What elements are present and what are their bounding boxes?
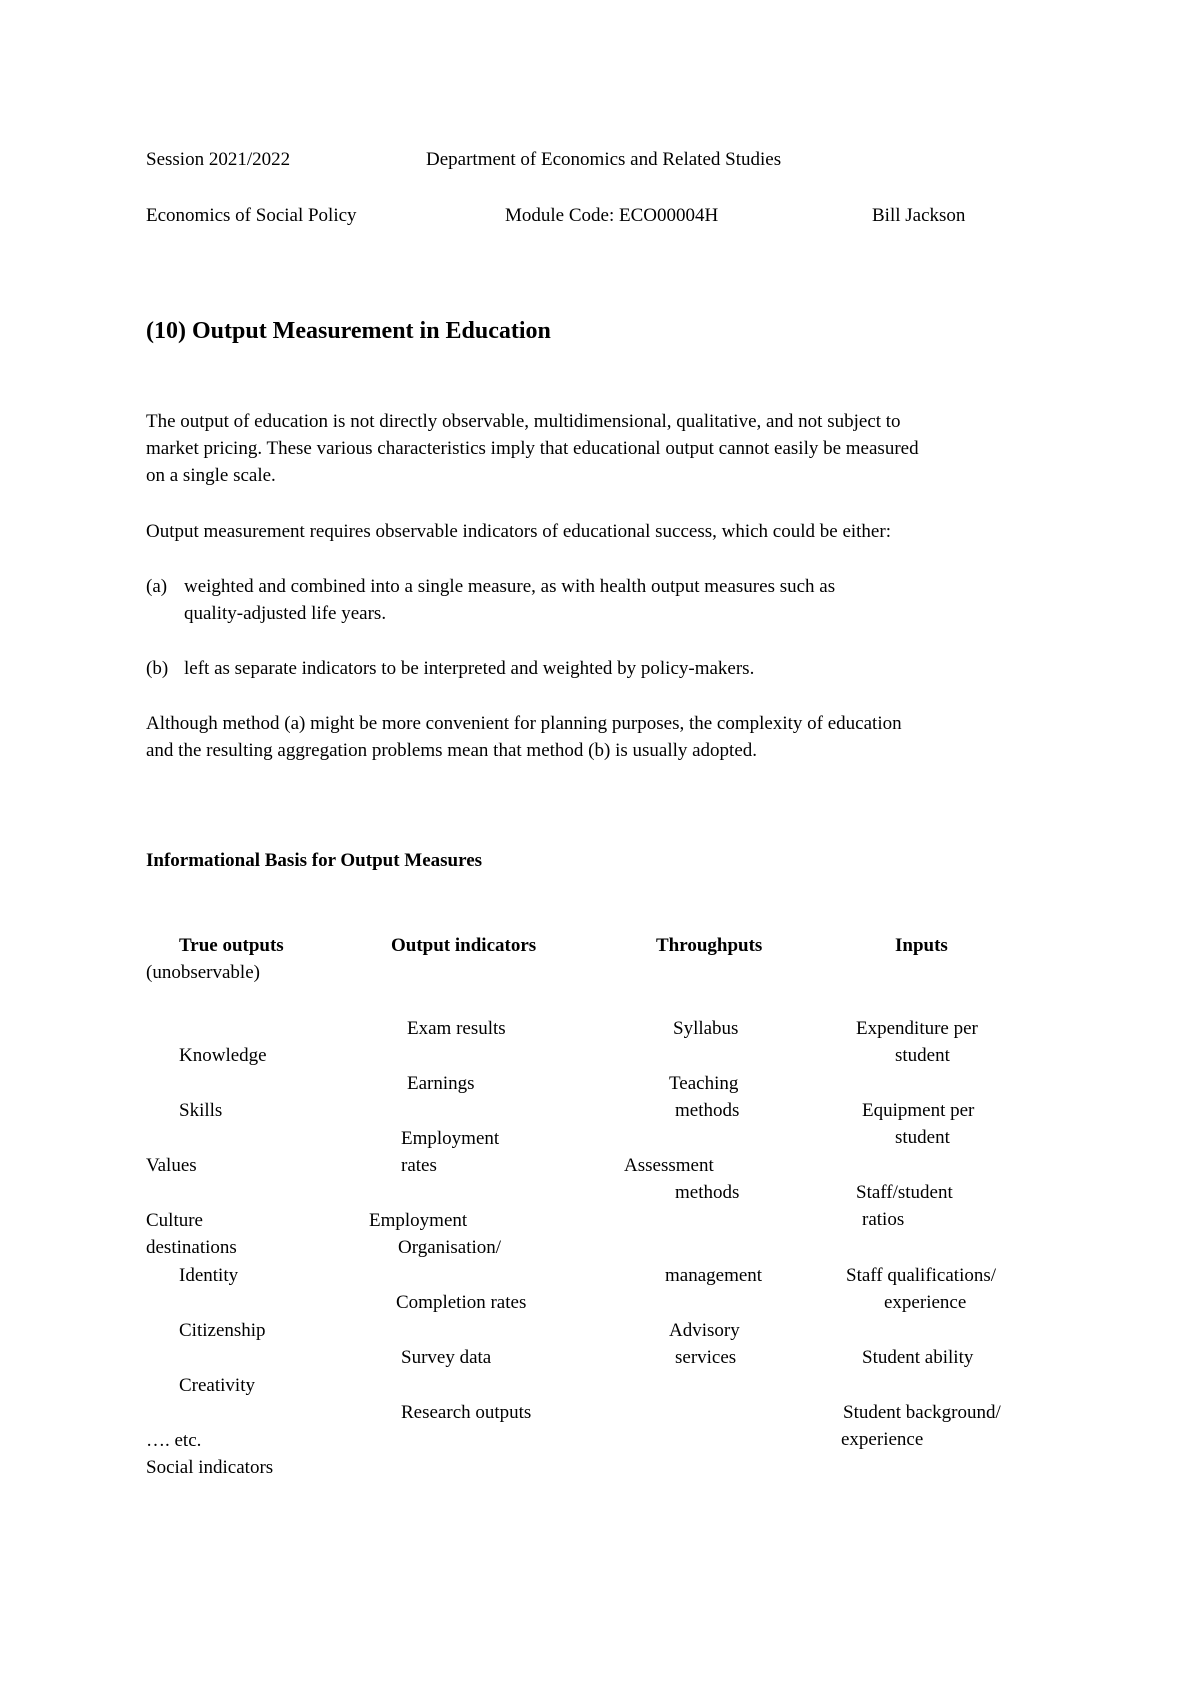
list-marker-a: (a) (146, 576, 168, 597)
output-indicator-item: Employment (401, 1128, 500, 1149)
column-header-output-indicators: Output indicators (391, 935, 537, 956)
true-output-item: Values (146, 1155, 197, 1176)
list-item-b: left as separate indicators to be interpreted and weighted by policy-makers. (184, 658, 755, 679)
course-label: Economics of Social Policy (146, 205, 357, 226)
list-marker-b: (b) (146, 658, 169, 679)
input-item: Staff qualifications/ (846, 1265, 997, 1286)
output-indicator-item: Exam results (407, 1018, 506, 1039)
throughput-item: methods (675, 1100, 740, 1121)
column-subheader-unobservable: (unobservable) (146, 962, 260, 983)
true-output-item: Citizenship (179, 1320, 266, 1341)
true-output-item: …. etc. (146, 1430, 202, 1451)
list-item-a-line-2: quality-adjusted life years. (184, 603, 387, 624)
throughput-item: Organisation/ (398, 1237, 502, 1258)
input-item: student (895, 1045, 950, 1066)
output-indicator-item: Survey data (401, 1347, 492, 1368)
input-item: Student ability (862, 1347, 974, 1368)
department-label: Department of Economics and Related Studies (426, 149, 782, 170)
throughput-item: management (665, 1265, 763, 1286)
intro-paragraph-1-line-1: The output of education is not directly observable, multidimensional, qualitative, and not subject to (146, 411, 901, 432)
column-header-throughputs: Throughputs (656, 935, 763, 956)
input-item: Student background/ (843, 1402, 1001, 1423)
list-item-a-line-1: weighted and combined into a single measure, as with health output measures such as (184, 576, 836, 597)
session-label: Session 2021/2022 (146, 149, 291, 170)
true-output-item: Creativity (179, 1375, 255, 1396)
output-indicator-item: Completion rates (396, 1292, 527, 1313)
intro-paragraph-2: Output measurement requires observable indicators of educational success, which could be either: (146, 521, 891, 542)
column-header-inputs: Inputs (895, 935, 948, 956)
throughput-item: Assessment (624, 1155, 714, 1176)
intro-paragraph-3-line-2: and the resulting aggregation problems mean that method (b) is usually adopted. (146, 740, 758, 761)
intro-paragraph-1-line-3: on a single scale. (146, 465, 276, 486)
page-title: (10) Output Measurement in Education (146, 318, 551, 344)
input-item: ratios (862, 1209, 905, 1230)
output-indicator-item: Employment (369, 1210, 468, 1231)
input-item: Expenditure per (856, 1018, 978, 1039)
true-output-item: Skills (179, 1100, 223, 1121)
output-indicator-item: Earnings (407, 1073, 475, 1094)
true-output-item: Culture (146, 1210, 203, 1231)
throughput-item: Advisory (669, 1320, 740, 1341)
intro-paragraph-1-line-2: market pricing. These various characteristics imply that educational output cannot easily be measured (146, 438, 919, 459)
throughput-item: Teaching (669, 1073, 739, 1094)
true-output-item: Identity (179, 1265, 239, 1286)
module-code-label: Module Code: ECO00004H (505, 205, 719, 226)
lecturer-label: Bill Jackson (872, 205, 966, 226)
input-item: Equipment per (862, 1100, 975, 1121)
section-heading: Informational Basis for Output Measures (146, 850, 483, 871)
throughput-item: methods (675, 1182, 740, 1203)
throughput-item: services (675, 1347, 737, 1368)
true-output-item: Knowledge (179, 1045, 267, 1066)
input-item: experience (884, 1292, 967, 1313)
input-item: student (895, 1127, 950, 1148)
output-indicator-item: Research outputs (401, 1402, 532, 1423)
output-indicator-item: destinations (146, 1237, 237, 1258)
intro-paragraph-3-line-1: Although method (a) might be more convenient for planning purposes, the complexity of education (146, 713, 902, 734)
output-indicator-item: rates (401, 1155, 437, 1176)
input-item: experience (841, 1429, 924, 1450)
output-indicator-item: Social indicators (146, 1457, 274, 1478)
throughput-item: Syllabus (673, 1018, 739, 1039)
input-item: Staff/student (856, 1182, 953, 1203)
column-header-true-outputs: True outputs (179, 935, 284, 956)
